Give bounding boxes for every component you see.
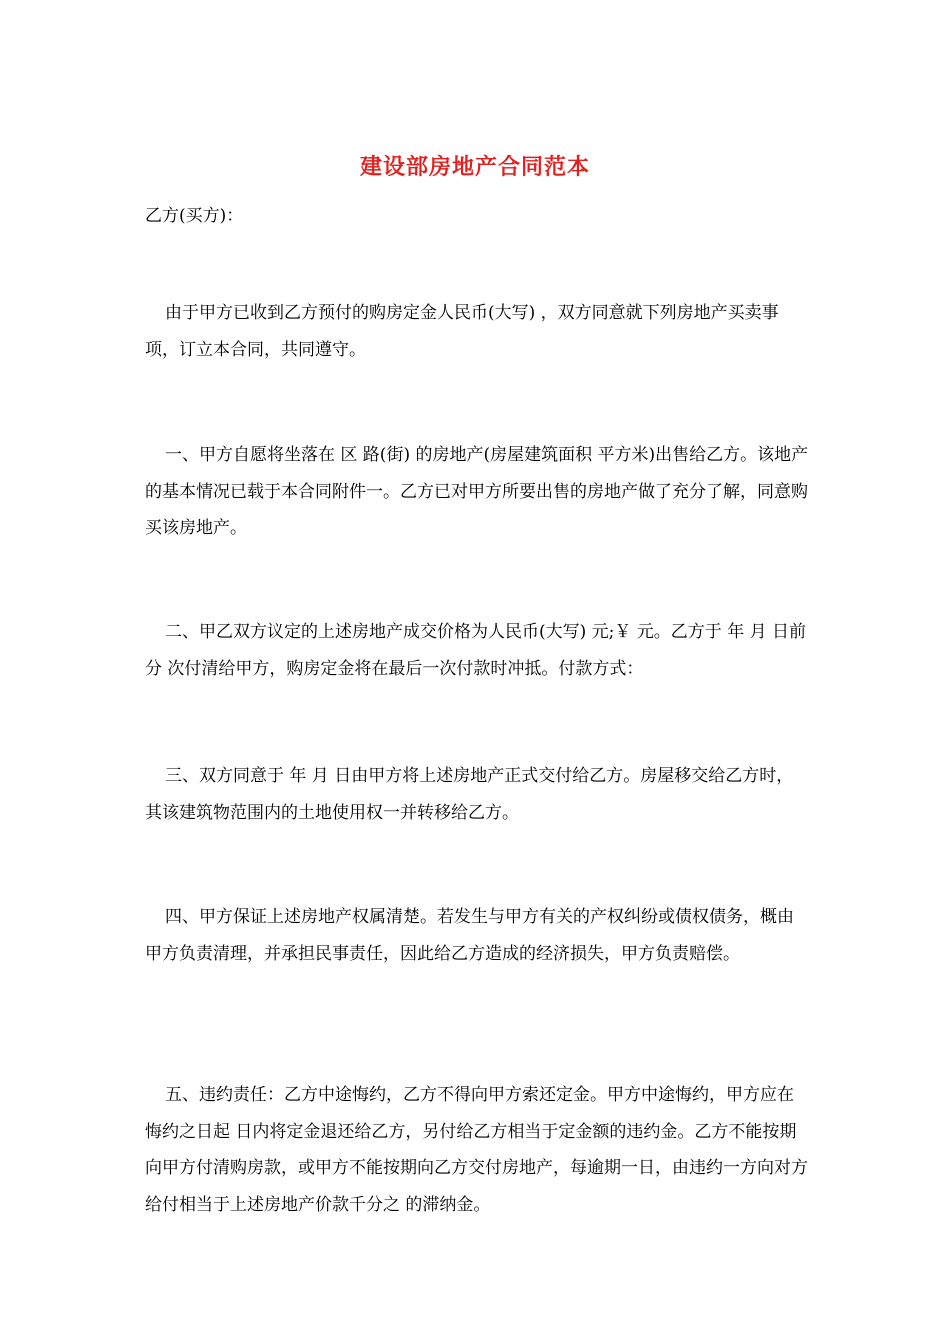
clause-4-paragraph: 四、甲方保证上述房地产权属清楚。若发生与甲方有关的产权纠纷或债权债务，概由甲方负责清理，并承担民事责任，因此给乙方造成的经济损失，甲方负责赔偿。	[145, 907, 794, 964]
clause-5-paragraph: 五、违约责任：乙方中途悔约，乙方不得向甲方索还定金。甲方中途悔约，甲方应在悔约之日起 日内将定金退还给乙方，另付给乙方相当于定金额的违约金。乙方不能按期向甲方付清购房款，或甲方不能按期向乙方交付房地产，每逾期一日，由违约一方向对方给付相当于上述房地产价款千分之 的滞纳金。	[145, 1085, 808, 1215]
clause-2-paragraph: 二、甲乙双方议定的上述房地产成交价格为人民币(大写) 元;￥ 元。乙方于 年 月 日前分 次付清给甲方，购房定金将在最后一次付款时冲抵。付款方式：	[145, 622, 807, 679]
clause-1-paragraph: 一、甲方自愿将坐落在 区 路(街) 的房地产(房屋建筑面积 平方米)出售给乙方。该地产的基本情况已载于本合同附件一。乙方已对甲方所要出售的房地产做了充分了解，同意购买该房地产。	[145, 445, 809, 538]
clause-3-paragraph: 三、双方同意于 年 月 日由甲方将上述房地产正式交付给乙方。房屋移交给乙方时，其该建筑物范围内的土地使用权一并转移给乙方。	[145, 766, 794, 823]
intro-paragraph: 由于甲方已收到乙方预付的购房定金人民币(大写) ，双方同意就下列房地产买卖事项，订立本合同，共同遵守。	[145, 303, 779, 360]
document-title: 建设部房地产合同范本	[359, 154, 590, 180]
party-b-label: 乙方(买方)：	[145, 206, 244, 226]
